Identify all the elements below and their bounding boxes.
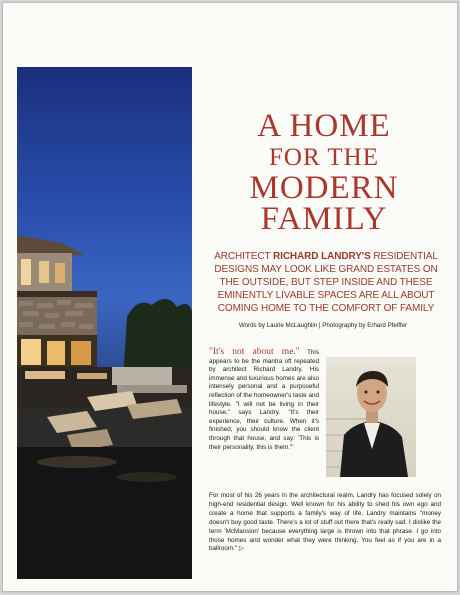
deck-prefix: ARCHITECT <box>214 251 274 262</box>
body-column-top <box>209 348 319 452</box>
article-title <box>205 108 443 237</box>
title-line: A HOME <box>257 108 391 144</box>
title-line: MODERN <box>249 170 399 206</box>
title-line: FOR THE <box>268 144 380 171</box>
body-text: This appears to be the mantra oft repeated by architect Richard Landry. His immense and luxurious homes are also intensely personal and a purposeful reflection of the homeowner's taste and lifestyle. "I will not be living in their house," says Landry. "It's their experience, their culture. When it's finished, you should know the client through that house, and say: 'This is their personality, this is them.'" <box>209 349 319 451</box>
byline: Words by Laurie McLaughlin | Photography by Erhard Pfeiffer <box>238 322 408 329</box>
deck-architect-name: RICHARD LANDRY'S <box>273 251 371 262</box>
architect-portrait <box>326 357 416 477</box>
pull-quote: "It's not about me." <box>209 347 300 357</box>
title-line: FAMILY <box>260 201 388 237</box>
article-deck <box>211 250 441 315</box>
magazine-page <box>2 2 458 592</box>
portrait-illustration <box>326 357 416 477</box>
body-column-bottom: For most of his 26 years in the architectural realm, Landry has focused solely on high-end residential design. Well known for his ability to shed his own ego and create a home that supports a family's way of life, Landry maintains "money doesn't buy good taste. There's a lot of stuff out there that's really sad. I dislike the term 'McMansion' because everything large is thrown into that phrase. I go into those homes and wonder what they were thinking. You feel as if you are in a ballroom." ▷ <box>209 492 441 553</box>
house-illustration <box>17 67 192 579</box>
house-photo <box>17 67 192 579</box>
deck-text: RESIDENTIAL DESIGNS MAY LOOK LIKE GRAND ESTATES ON THE OUTSIDE, BUT STEP INSIDE AND THESE EMINENTLY LIVABLE SPACES ARE ALL ABOUT COMING HOME TO THE COMFORT OF FAMILY <box>214 251 438 314</box>
